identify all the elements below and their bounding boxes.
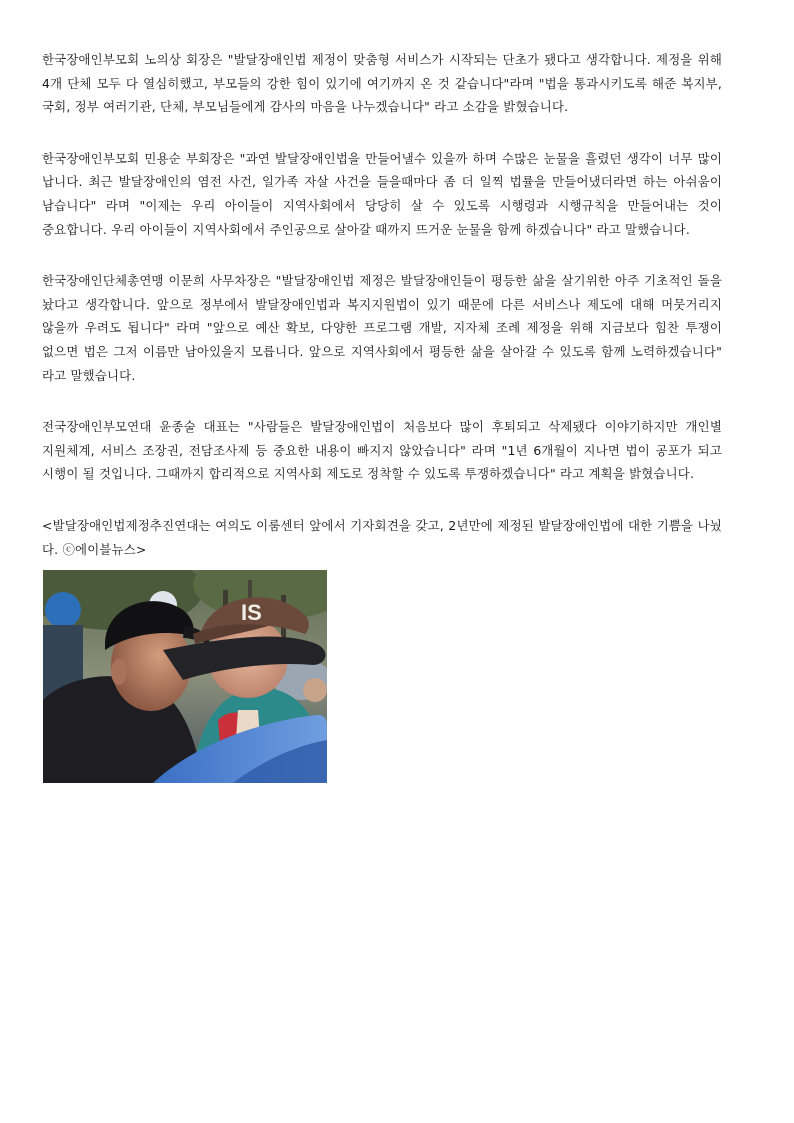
cap-logo: IS (241, 600, 262, 625)
article-paragraph-4: 전국장애인부모연대 윤종술 대표는 "사람들은 발달장애인법이 처음보다 많이 후퇴되고 삭제됐다 이야기하지만 개인별 지원체계, 서비스 조장권, 전담조사제 등 중요한 내용이 빠지지 않았습니다" 라며 "1년 6개월이 지나면 법이 공포가 되고 시행이 될 것입니다. 그때까지 합리적으로 지역사회 제도로 정착할 수 있도록 투쟁하겠습니다" 라고 계획을 밝혔습니다. (42, 419, 722, 482)
photo-caption: <발달장애인법제정추진연대는 여의도 이룸센터 앞에서 기자회견을 갖고, 2년만에 제정된 발달장애인법에 대한 기쁨을 나눴다. ⓒ에이블뉴스> (42, 517, 722, 557)
article-paragraph-2: 한국장애인부모회 민용순 부회장은 "과연 발달장애인법을 만들어낼수 있을까 하며 수많은 눈물을 흘렸던 생각이 너무 많이 납니다. 최근 발달장애인의 염전 사건, 일가족 자살 사건을 들을때마다 좀 더 일찍 법률을 만들어냈더라면 하는 아쉬움이 남습니다" 라며 "이제는 우리 아이들이 지역사회에서 당당히 살 수 있도록 시행령과 시행규칙을 만들어내는 것이 중요합니다. 우리 아이들이 지역사회에서 주인공으로 살아갈 때까지 뜨거운 눈물을 함께 하겠습니다" 라고 말했습니다. (42, 150, 722, 237)
article-paragraph-3: 한국장애인단체총연맹 이문희 사무차장은 "발달장애인법 제정은 발달장애인들이 평등한 삶을 살기위한 아주 기초적인 돌을 놨다고 생각합니다. 앞으로 정부에서 발달장애인법과 복지지원법이 있기 때문에 다른 서비스나 제도에 대해 머뭇거리지 않을까 우려도 됩니다" 라며 "앞으로 예산 확보, 다양한 프로그램 개발, 지자체 조례 제정을 위해 지금보다 힘찬 투쟁이 없으면 법은 그저 이름만 남아있을지 모릅니다. 앞으로 지역사회에서 평등한 삶을 살아갈 수 있도록 함께 노력하겠습니다" 라고 말했습니다. (42, 273, 722, 383)
article-body (42, 48, 722, 561)
news-photo (43, 570, 327, 783)
article-paragraph-1: 한국장애인부모회 노의상 회장은 "발달장애인법 제정이 맞춤형 서비스가 시작되는 단초가 됐다고 생각합니다. 제정을 위해 4개 단체 모두 다 열심히했고, 부모들의 강한 힘이 있기에 여기까지 온 것 같습니다"라며 "법을 통과시키도록 해준 복지부, 국회, 정부 여러기관, 단체, 부모님들에게 감사의 마음을 나누겠습니다" 라고 소감을 밝혔습니다. (42, 52, 722, 115)
